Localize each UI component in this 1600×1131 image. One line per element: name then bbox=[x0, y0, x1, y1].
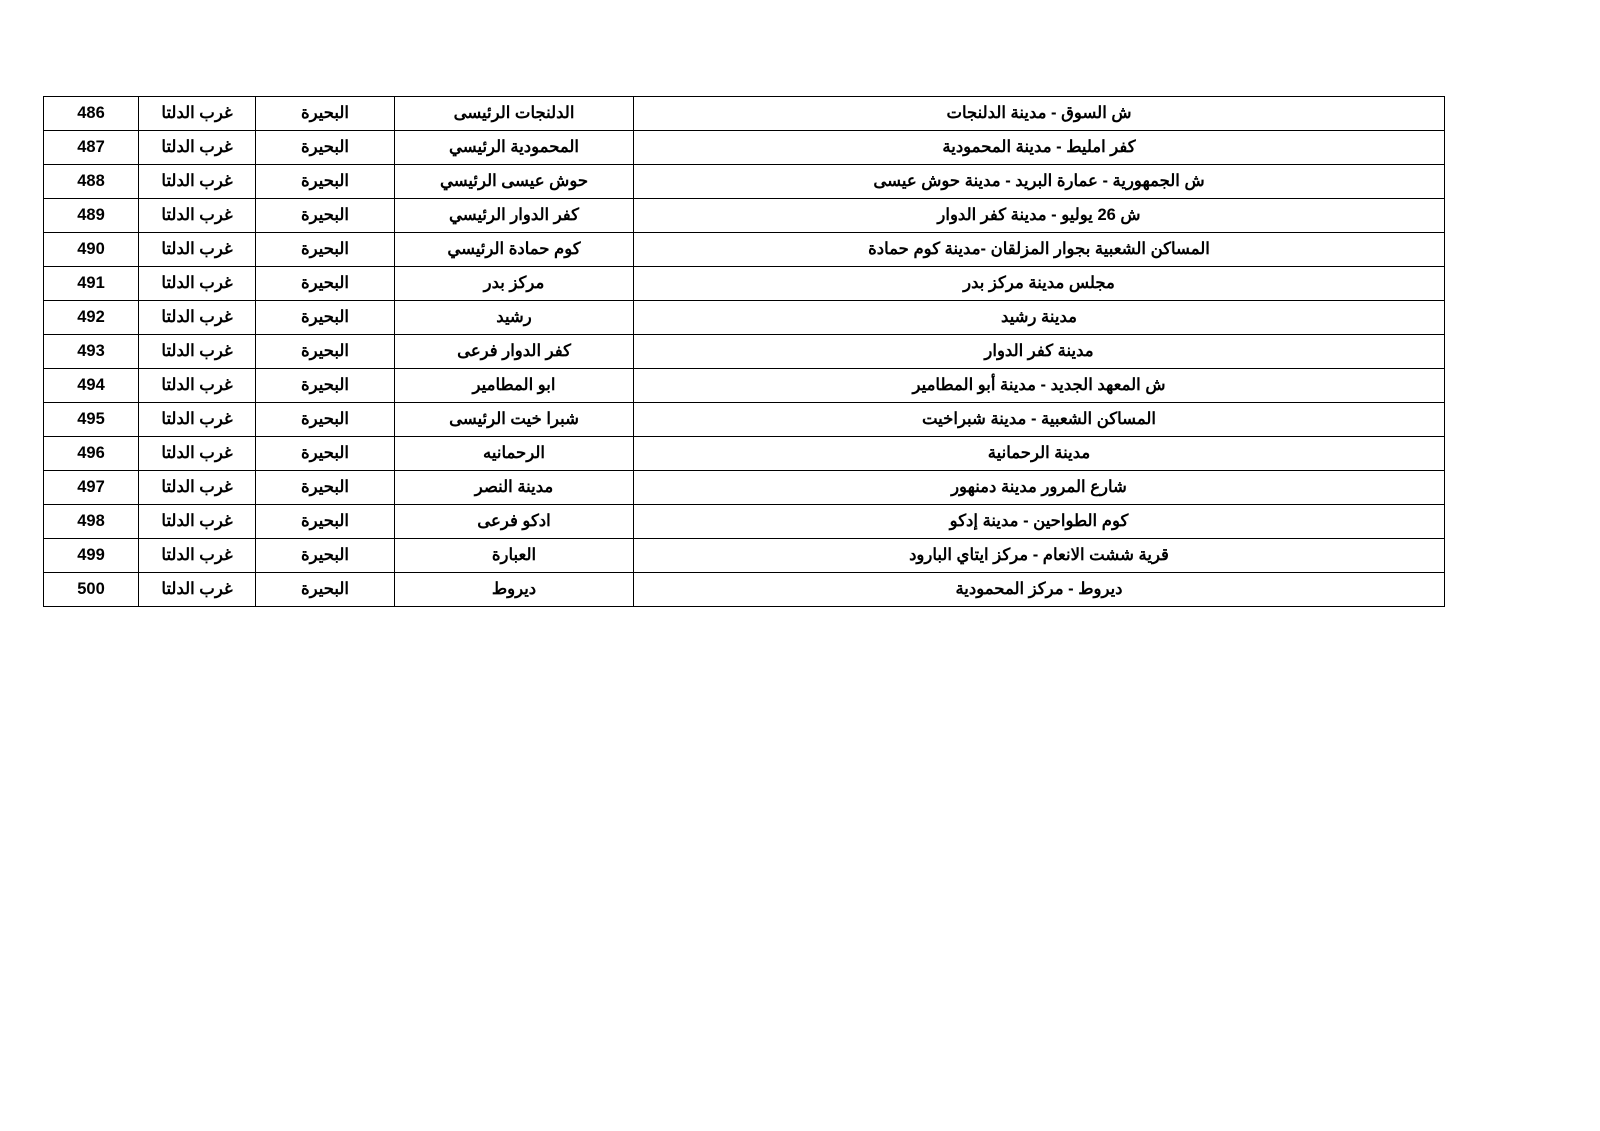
cell-address: مدينة كفر الدوار bbox=[634, 335, 1445, 369]
cell-address: ش 26 يوليو - مدينة كفر الدوار bbox=[634, 199, 1445, 233]
cell-governorate: البحيرة bbox=[256, 573, 395, 607]
cell-governorate: البحيرة bbox=[256, 437, 395, 471]
cell-region: غرب الدلتا bbox=[139, 165, 256, 199]
table-row bbox=[44, 131, 1445, 165]
table-row bbox=[44, 505, 1445, 539]
cell-number: 499 bbox=[44, 539, 139, 573]
table-row bbox=[44, 165, 1445, 199]
cell-region: غرب الدلتا bbox=[139, 369, 256, 403]
cell-region: غرب الدلتا bbox=[139, 233, 256, 267]
cell-region: غرب الدلتا bbox=[139, 471, 256, 505]
table-row bbox=[44, 403, 1445, 437]
cell-office: الدلنجات الرئيسى bbox=[395, 97, 634, 131]
cell-governorate: البحيرة bbox=[256, 131, 395, 165]
cell-address: مدينة رشيد bbox=[634, 301, 1445, 335]
cell-number: 491 bbox=[44, 267, 139, 301]
cell-governorate: البحيرة bbox=[256, 335, 395, 369]
cell-number: 494 bbox=[44, 369, 139, 403]
table-row bbox=[44, 369, 1445, 403]
cell-governorate: البحيرة bbox=[256, 369, 395, 403]
cell-address: المساكن الشعبية - مدينة شبراخيت bbox=[634, 403, 1445, 437]
cell-region: غرب الدلتا bbox=[139, 437, 256, 471]
cell-region: غرب الدلتا bbox=[139, 539, 256, 573]
cell-governorate: البحيرة bbox=[256, 301, 395, 335]
cell-number: 486 bbox=[44, 97, 139, 131]
cell-governorate: البحيرة bbox=[256, 471, 395, 505]
cell-region: غرب الدلتا bbox=[139, 505, 256, 539]
cell-number: 493 bbox=[44, 335, 139, 369]
cell-office: كفر الدوار فرعى bbox=[395, 335, 634, 369]
cell-address: كوم الطواحين - مدينة إدكو bbox=[634, 505, 1445, 539]
cell-address: ش السوق - مدينة الدلنجات bbox=[634, 97, 1445, 131]
cell-number: 488 bbox=[44, 165, 139, 199]
cell-office: العبارة bbox=[395, 539, 634, 573]
cell-office: مركز بدر bbox=[395, 267, 634, 301]
cell-office: مدينة النصر bbox=[395, 471, 634, 505]
cell-governorate: البحيرة bbox=[256, 233, 395, 267]
cell-region: غرب الدلتا bbox=[139, 267, 256, 301]
cell-address: شارع المرور مدينة دمنهور bbox=[634, 471, 1445, 505]
table-row bbox=[44, 335, 1445, 369]
cell-office: كفر الدوار الرئيسي bbox=[395, 199, 634, 233]
table-row bbox=[44, 97, 1445, 131]
cell-governorate: البحيرة bbox=[256, 403, 395, 437]
cell-number: 487 bbox=[44, 131, 139, 165]
cell-office: الرحمانيه bbox=[395, 437, 634, 471]
cell-address: كفر امليط - مدينة المحمودية bbox=[634, 131, 1445, 165]
cell-number: 496 bbox=[44, 437, 139, 471]
cell-governorate: البحيرة bbox=[256, 505, 395, 539]
cell-number: 489 bbox=[44, 199, 139, 233]
cell-region: غرب الدلتا bbox=[139, 301, 256, 335]
cell-office: شبرا خيت الرئيسى bbox=[395, 403, 634, 437]
cell-address: ش الجمهورية - عمارة البريد - مدينة حوش عيسى bbox=[634, 165, 1445, 199]
cell-address: المساكن الشعبية بجوار المزلقان -مدينة كوم حمادة bbox=[634, 233, 1445, 267]
cell-governorate: البحيرة bbox=[256, 267, 395, 301]
table-row bbox=[44, 539, 1445, 573]
cell-address: ش المعهد الجديد - مدينة أبو المطامير bbox=[634, 369, 1445, 403]
cell-region: غرب الدلتا bbox=[139, 131, 256, 165]
cell-governorate: البحيرة bbox=[256, 165, 395, 199]
cell-number: 490 bbox=[44, 233, 139, 267]
cell-governorate: البحيرة bbox=[256, 539, 395, 573]
cell-region: غرب الدلتا bbox=[139, 97, 256, 131]
table-row bbox=[44, 573, 1445, 607]
cell-address: ديروط - مركز المحمودية bbox=[634, 573, 1445, 607]
cell-address: مجلس مدينة مركز بدر bbox=[634, 267, 1445, 301]
table-row bbox=[44, 471, 1445, 505]
table-row bbox=[44, 437, 1445, 471]
table-body bbox=[44, 97, 1445, 607]
cell-number: 492 bbox=[44, 301, 139, 335]
cell-office: كوم حمادة الرئيسي bbox=[395, 233, 634, 267]
cell-region: غرب الدلتا bbox=[139, 573, 256, 607]
cell-region: غرب الدلتا bbox=[139, 403, 256, 437]
cell-address: قرية ششت الانعام - مركز ايتاي البارود bbox=[634, 539, 1445, 573]
cell-office: حوش عيسى الرئيسي bbox=[395, 165, 634, 199]
cell-office: المحمودية الرئيسي bbox=[395, 131, 634, 165]
table-row bbox=[44, 199, 1445, 233]
cell-region: غرب الدلتا bbox=[139, 335, 256, 369]
cell-office: رشيد bbox=[395, 301, 634, 335]
cell-number: 495 bbox=[44, 403, 139, 437]
cell-number: 500 bbox=[44, 573, 139, 607]
cell-region: غرب الدلتا bbox=[139, 199, 256, 233]
table-row bbox=[44, 233, 1445, 267]
cell-office: ديروط bbox=[395, 573, 634, 607]
table-row bbox=[44, 301, 1445, 335]
post-offices-table-container bbox=[77, 96, 1445, 607]
cell-office: ابو المطامير bbox=[395, 369, 634, 403]
cell-governorate: البحيرة bbox=[256, 199, 395, 233]
cell-governorate: البحيرة bbox=[256, 97, 395, 131]
cell-number: 497 bbox=[44, 471, 139, 505]
table-row bbox=[44, 267, 1445, 301]
post-offices-table bbox=[43, 96, 1445, 607]
cell-address: مدينة الرحمانية bbox=[634, 437, 1445, 471]
cell-number: 498 bbox=[44, 505, 139, 539]
cell-office: ادكو فرعى bbox=[395, 505, 634, 539]
